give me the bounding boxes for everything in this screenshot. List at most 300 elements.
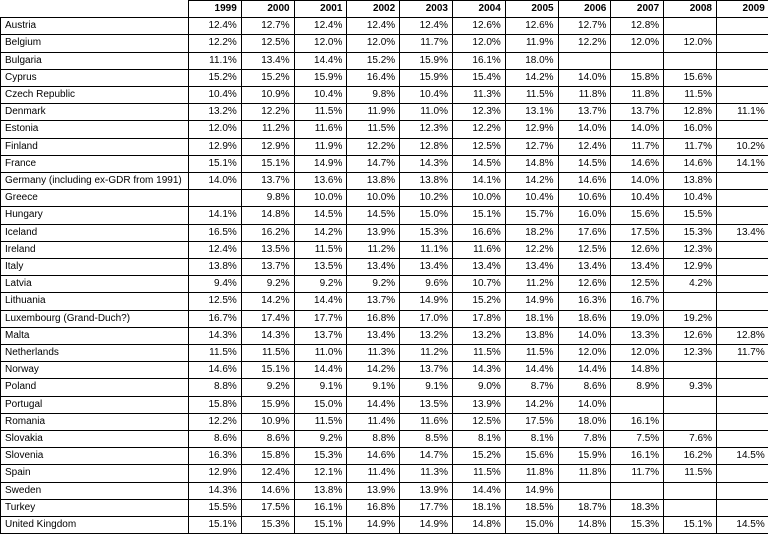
table-cell: 15.2%: [241, 69, 294, 86]
table-cell: 15.2%: [452, 448, 505, 465]
table-cell: 14.3%: [189, 327, 242, 344]
table-row: [1, 241, 768, 258]
table-row: [1, 259, 768, 276]
table-cell: 14.4%: [452, 482, 505, 499]
table-cell: 15.9%: [241, 396, 294, 413]
table-cell: 12.2%: [189, 413, 242, 430]
table-cell: 11.1%: [716, 104, 768, 121]
table-cell: 13.9%: [400, 482, 453, 499]
table-cell: 12.6%: [664, 327, 717, 344]
table-cell: 16.1%: [611, 413, 664, 430]
table-cell: 15.1%: [241, 155, 294, 172]
table-cell: 14.5%: [716, 517, 768, 534]
table-cell: 15.1%: [294, 517, 347, 534]
table-row: [1, 345, 768, 362]
table-cell: 11.4%: [347, 465, 400, 482]
table-header: [1, 1, 768, 18]
table-cell: 16.6%: [452, 224, 505, 241]
column-header-2009: 2009: [716, 1, 768, 18]
table-cell: [716, 18, 768, 35]
table-cell: 15.9%: [400, 69, 453, 86]
table-cell: 10.4%: [400, 87, 453, 104]
table-cell: 14.6%: [241, 482, 294, 499]
table-cell: [716, 173, 768, 190]
table-cell: 9.6%: [400, 276, 453, 293]
table-cell: 10.0%: [294, 190, 347, 207]
table-row: [1, 517, 768, 534]
row-label: Hungary: [1, 207, 189, 224]
table-cell: 16.0%: [558, 207, 611, 224]
table-cell: [716, 52, 768, 69]
table-cell: 14.8%: [558, 517, 611, 534]
table-cell: 10.9%: [241, 413, 294, 430]
table-cell: 8.1%: [452, 431, 505, 448]
table-row: [1, 431, 768, 448]
table-cell: 10.9%: [241, 87, 294, 104]
table-row: [1, 276, 768, 293]
table-cell: 17.5%: [611, 224, 664, 241]
table-cell: 4.2%: [664, 276, 717, 293]
row-label: Denmark: [1, 104, 189, 121]
table-cell: 15.0%: [400, 207, 453, 224]
table-cell: 13.4%: [347, 327, 400, 344]
table-corner-cell: [1, 1, 189, 18]
table-cell: 11.7%: [664, 138, 717, 155]
table-cell: 14.2%: [505, 173, 558, 190]
table-cell: 12.7%: [505, 138, 558, 155]
table-cell: 14.8%: [241, 207, 294, 224]
table-cell: 10.4%: [294, 87, 347, 104]
table-cell: 12.6%: [452, 18, 505, 35]
table-cell: 10.6%: [558, 190, 611, 207]
table-cell: 15.3%: [241, 517, 294, 534]
table-cell: 11.8%: [558, 87, 611, 104]
table-cell: 11.5%: [347, 121, 400, 138]
table-cell: 19.0%: [611, 310, 664, 327]
table-cell: 18.2%: [505, 224, 558, 241]
table-cell: 14.0%: [558, 396, 611, 413]
table-cell: 15.6%: [611, 207, 664, 224]
table-cell: 14.3%: [452, 362, 505, 379]
table-cell: 15.3%: [611, 517, 664, 534]
table-cell: 14.5%: [294, 207, 347, 224]
table-cell: 14.9%: [294, 155, 347, 172]
table-cell: 12.2%: [347, 138, 400, 155]
table-cell: 10.4%: [611, 190, 664, 207]
table-cell: 8.6%: [241, 431, 294, 448]
table-cell: [716, 87, 768, 104]
table-cell: [716, 362, 768, 379]
table-cell: [716, 190, 768, 207]
table-cell: [716, 207, 768, 224]
table-body: [1, 18, 768, 534]
table-row: [1, 155, 768, 172]
table-cell: 14.2%: [505, 69, 558, 86]
table-row: [1, 207, 768, 224]
table-cell: 9.2%: [241, 379, 294, 396]
table-cell: 13.4%: [505, 259, 558, 276]
table-cell: 12.0%: [664, 35, 717, 52]
table-cell: 13.2%: [400, 327, 453, 344]
table-cell: 12.4%: [347, 18, 400, 35]
table-cell: 15.1%: [189, 155, 242, 172]
table-cell: 13.4%: [400, 259, 453, 276]
table-cell: 14.8%: [452, 517, 505, 534]
table-cell: 14.1%: [716, 155, 768, 172]
table-cell: 14.8%: [611, 362, 664, 379]
table-cell: 14.2%: [505, 396, 558, 413]
column-header-2003: 2003: [400, 1, 453, 18]
table-cell: [716, 241, 768, 258]
table-cell: 10.2%: [400, 190, 453, 207]
table-row: [1, 35, 768, 52]
table-cell: 15.4%: [452, 69, 505, 86]
table-cell: 14.9%: [505, 482, 558, 499]
table-cell: 14.0%: [189, 173, 242, 190]
table-cell: 12.5%: [241, 35, 294, 52]
table-cell: 13.4%: [452, 259, 505, 276]
table-cell: 12.7%: [241, 18, 294, 35]
table-cell: 15.1%: [664, 517, 717, 534]
table-cell: 16.3%: [189, 448, 242, 465]
table-cell: [716, 276, 768, 293]
column-header-2000: 2000: [241, 1, 294, 18]
table-cell: 8.5%: [400, 431, 453, 448]
table-cell: 12.8%: [664, 104, 717, 121]
row-label: Slovakia: [1, 431, 189, 448]
table-cell: 9.0%: [452, 379, 505, 396]
table-cell: 11.7%: [611, 138, 664, 155]
table-cell: 11.6%: [452, 241, 505, 258]
table-row: [1, 413, 768, 430]
row-label: Iceland: [1, 224, 189, 241]
row-label: Latvia: [1, 276, 189, 293]
table-cell: 9.1%: [400, 379, 453, 396]
table-cell: 12.5%: [189, 293, 242, 310]
table-cell: 18.3%: [611, 499, 664, 516]
table-cell: 15.3%: [400, 224, 453, 241]
table-cell: 15.9%: [294, 69, 347, 86]
table-cell: 12.4%: [189, 18, 242, 35]
table-cell: 12.1%: [294, 465, 347, 482]
table-cell: [716, 293, 768, 310]
table-cell: [716, 259, 768, 276]
table-cell: 10.2%: [716, 138, 768, 155]
table-cell: 11.3%: [347, 345, 400, 362]
table-cell: 12.0%: [611, 345, 664, 362]
table-row: [1, 379, 768, 396]
table-cell: 15.8%: [189, 396, 242, 413]
table-cell: 13.9%: [452, 396, 505, 413]
table-cell: 14.8%: [505, 155, 558, 172]
table-cell: 12.3%: [664, 241, 717, 258]
table-cell: 13.5%: [241, 241, 294, 258]
table-cell: 14.4%: [294, 362, 347, 379]
table-cell: 14.6%: [347, 448, 400, 465]
table-cell: 13.8%: [400, 173, 453, 190]
table-cell: 11.5%: [241, 345, 294, 362]
table-cell: [716, 121, 768, 138]
table-cell: 9.8%: [241, 190, 294, 207]
column-header-2008: 2008: [664, 1, 717, 18]
table-cell: 14.0%: [611, 121, 664, 138]
table-cell: 18.7%: [558, 499, 611, 516]
table-cell: 12.2%: [189, 35, 242, 52]
table-cell: 11.9%: [294, 138, 347, 155]
table-cell: [664, 413, 717, 430]
table-cell: [664, 482, 717, 499]
table-cell: 13.4%: [716, 224, 768, 241]
table-cell: 17.7%: [400, 499, 453, 516]
table-cell: 14.0%: [558, 69, 611, 86]
column-header-2007: 2007: [611, 1, 664, 18]
table-cell: [664, 499, 717, 516]
table-cell: 18.1%: [452, 499, 505, 516]
table-cell: 12.9%: [189, 465, 242, 482]
table-cell: 12.0%: [558, 345, 611, 362]
table-cell: [558, 52, 611, 69]
column-header-1999: 1999: [189, 1, 242, 18]
row-label: Portugal: [1, 396, 189, 413]
table-cell: [716, 35, 768, 52]
table-cell: 14.1%: [452, 173, 505, 190]
table-cell: 12.4%: [400, 18, 453, 35]
table-cell: 8.9%: [611, 379, 664, 396]
table-cell: 8.7%: [505, 379, 558, 396]
row-label: Slovenia: [1, 448, 189, 465]
table-cell: 9.8%: [347, 87, 400, 104]
table-cell: [664, 18, 717, 35]
table-cell: 12.2%: [452, 121, 505, 138]
table-cell: 12.9%: [189, 138, 242, 155]
row-label: Spain: [1, 465, 189, 482]
table-cell: 11.1%: [189, 52, 242, 69]
row-label: United Kingdom: [1, 517, 189, 534]
table-cell: 14.4%: [294, 293, 347, 310]
table-cell: 14.9%: [347, 517, 400, 534]
table-cell: [189, 190, 242, 207]
table-cell: 14.6%: [611, 155, 664, 172]
table-cell: 12.5%: [611, 276, 664, 293]
row-label: Norway: [1, 362, 189, 379]
table-cell: 9.2%: [294, 431, 347, 448]
table-cell: 12.4%: [189, 241, 242, 258]
table-cell: 14.3%: [241, 327, 294, 344]
table-cell: 15.9%: [400, 52, 453, 69]
table-cell: 15.1%: [189, 517, 242, 534]
table-cell: [716, 413, 768, 430]
table-cell: 12.2%: [241, 104, 294, 121]
table-cell: 11.0%: [294, 345, 347, 362]
table-cell: 13.3%: [611, 327, 664, 344]
table-cell: 11.0%: [400, 104, 453, 121]
table-cell: 16.1%: [294, 499, 347, 516]
table-cell: 12.6%: [611, 241, 664, 258]
table-cell: 15.1%: [241, 362, 294, 379]
table-cell: 14.3%: [400, 155, 453, 172]
table-cell: 8.1%: [505, 431, 558, 448]
table-cell: 11.5%: [452, 465, 505, 482]
table-cell: 11.5%: [505, 345, 558, 362]
table-cell: 16.3%: [558, 293, 611, 310]
column-header-2004: 2004: [452, 1, 505, 18]
table-cell: 11.8%: [505, 465, 558, 482]
table-cell: [611, 396, 664, 413]
table-cell: 16.8%: [347, 499, 400, 516]
table-row: [1, 482, 768, 499]
table-cell: 11.5%: [664, 87, 717, 104]
table-cell: 14.3%: [189, 482, 242, 499]
table-row: [1, 121, 768, 138]
table-cell: 15.2%: [452, 293, 505, 310]
row-label: Romania: [1, 413, 189, 430]
table-cell: [716, 431, 768, 448]
table-cell: 10.0%: [452, 190, 505, 207]
column-header-2001: 2001: [294, 1, 347, 18]
table-cell: 13.7%: [400, 362, 453, 379]
table-cell: 14.2%: [241, 293, 294, 310]
table-row: [1, 69, 768, 86]
table-cell: 13.4%: [241, 52, 294, 69]
table-row: [1, 104, 768, 121]
table-cell: 17.0%: [400, 310, 453, 327]
table-cell: 19.2%: [664, 310, 717, 327]
table-cell: 12.0%: [189, 121, 242, 138]
table-cell: 18.6%: [558, 310, 611, 327]
table-cell: 12.2%: [558, 35, 611, 52]
table-cell: 12.7%: [558, 18, 611, 35]
table-cell: 11.8%: [558, 465, 611, 482]
table-cell: 18.5%: [505, 499, 558, 516]
table-cell: 11.5%: [294, 241, 347, 258]
table-cell: 11.9%: [347, 104, 400, 121]
table-cell: 12.9%: [664, 259, 717, 276]
row-label: France: [1, 155, 189, 172]
table-cell: 9.4%: [189, 276, 242, 293]
table-cell: 16.8%: [347, 310, 400, 327]
table-cell: 15.6%: [505, 448, 558, 465]
table-cell: 14.0%: [558, 121, 611, 138]
table-row: [1, 18, 768, 35]
table-cell: 13.5%: [400, 396, 453, 413]
table-cell: 11.9%: [505, 35, 558, 52]
table-cell: 7.8%: [558, 431, 611, 448]
table-cell: 8.6%: [558, 379, 611, 396]
table-cell: 16.5%: [189, 224, 242, 241]
table-cell: 14.9%: [400, 293, 453, 310]
table-cell: 12.9%: [241, 138, 294, 155]
table-cell: 13.8%: [189, 259, 242, 276]
table-cell: 13.9%: [347, 224, 400, 241]
table-cell: 12.4%: [558, 138, 611, 155]
table-cell: 12.8%: [611, 18, 664, 35]
table-cell: 16.7%: [189, 310, 242, 327]
table-cell: 13.4%: [611, 259, 664, 276]
table-cell: 13.7%: [611, 104, 664, 121]
table-cell: [716, 482, 768, 499]
table-cell: 12.9%: [505, 121, 558, 138]
table-cell: 16.7%: [611, 293, 664, 310]
table-cell: 11.2%: [505, 276, 558, 293]
table-cell: 11.7%: [716, 345, 768, 362]
table-row: [1, 465, 768, 482]
table-cell: 15.9%: [558, 448, 611, 465]
table-cell: 11.1%: [400, 241, 453, 258]
table-cell: 12.5%: [452, 138, 505, 155]
table-cell: 13.8%: [347, 173, 400, 190]
table-cell: [716, 310, 768, 327]
table-cell: 9.2%: [241, 276, 294, 293]
table-cell: [716, 465, 768, 482]
table-cell: [611, 482, 664, 499]
table-cell: 14.5%: [347, 207, 400, 224]
table-cell: 11.2%: [241, 121, 294, 138]
table-cell: 16.1%: [452, 52, 505, 69]
row-label: Austria: [1, 18, 189, 35]
table-cell: 11.6%: [294, 121, 347, 138]
table-cell: 12.3%: [400, 121, 453, 138]
table-cell: 11.7%: [400, 35, 453, 52]
table-cell: 8.8%: [347, 431, 400, 448]
table-cell: 11.2%: [400, 345, 453, 362]
table-cell: 13.2%: [189, 104, 242, 121]
table-cell: 13.9%: [347, 482, 400, 499]
table-row: [1, 224, 768, 241]
table-cell: 12.0%: [452, 35, 505, 52]
table-cell: 14.7%: [400, 448, 453, 465]
table-cell: 7.6%: [664, 431, 717, 448]
table-cell: 12.0%: [294, 35, 347, 52]
table-cell: 15.8%: [241, 448, 294, 465]
table-cell: 12.0%: [611, 35, 664, 52]
table-cell: 14.0%: [558, 327, 611, 344]
table-cell: 10.4%: [505, 190, 558, 207]
table-cell: 15.5%: [664, 207, 717, 224]
row-label: Sweden: [1, 482, 189, 499]
table-row: [1, 327, 768, 344]
table-row: [1, 52, 768, 69]
table-row: [1, 87, 768, 104]
row-label: Finland: [1, 138, 189, 155]
table-cell: 12.8%: [400, 138, 453, 155]
table-cell: [664, 362, 717, 379]
table-cell: 10.4%: [189, 87, 242, 104]
row-label: Lithuania: [1, 293, 189, 310]
header-row: [1, 1, 768, 18]
table-row: [1, 173, 768, 190]
table-cell: 14.0%: [611, 173, 664, 190]
row-label: Poland: [1, 379, 189, 396]
row-label: Italy: [1, 259, 189, 276]
table-cell: 10.0%: [347, 190, 400, 207]
table-cell: 13.2%: [452, 327, 505, 344]
table-cell: 14.5%: [716, 448, 768, 465]
table-cell: 12.0%: [347, 35, 400, 52]
row-label: Belgium: [1, 35, 189, 52]
table-cell: 11.3%: [452, 87, 505, 104]
table-cell: 13.4%: [347, 259, 400, 276]
column-header-2002: 2002: [347, 1, 400, 18]
row-label: Malta: [1, 327, 189, 344]
table-cell: 13.6%: [294, 173, 347, 190]
table-cell: 8.6%: [189, 431, 242, 448]
table-cell: 17.6%: [558, 224, 611, 241]
table-cell: 12.5%: [452, 413, 505, 430]
table-cell: 12.2%: [505, 241, 558, 258]
table-cell: 11.2%: [347, 241, 400, 258]
table-cell: 17.7%: [294, 310, 347, 327]
table-cell: 16.2%: [241, 224, 294, 241]
